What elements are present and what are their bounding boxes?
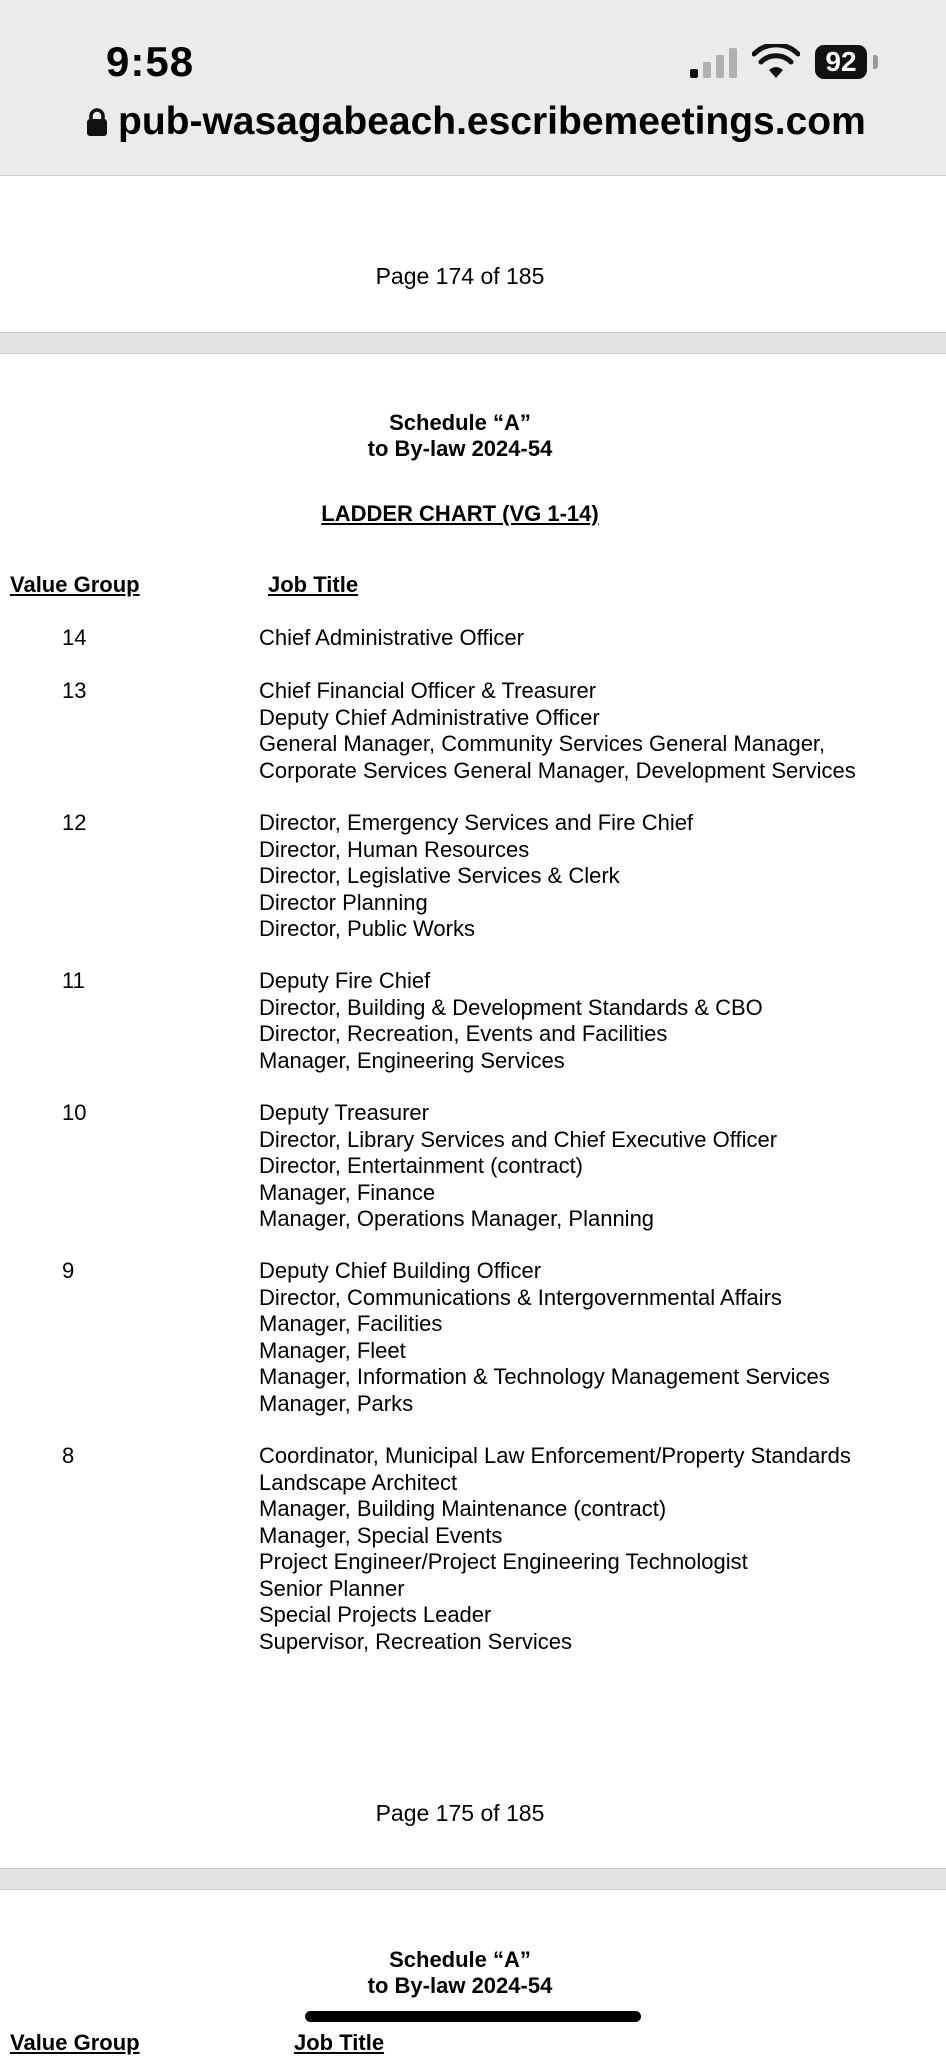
job-title: Special Projects Leader	[259, 1602, 492, 1627]
job-title: Director, Human Resources	[259, 836, 530, 862]
column-header-job-title-next: Job Title	[294, 2030, 385, 2055]
job-title: Manager, Building Maintenance (contract)	[259, 1496, 667, 1521]
schedule-line-1: Schedule “A”	[389, 410, 531, 435]
job-title: Corporate Services General Manager, Development Services	[259, 757, 856, 783]
job-title: Manager, Facilities	[259, 1311, 443, 1336]
lock-icon	[86, 107, 108, 137]
job-title: Director, Entertainment (contract)	[259, 1153, 584, 1178]
job-title: Deputy Chief Administrative Officer	[259, 704, 600, 730]
job-title: Manager, Special Events	[259, 1522, 503, 1548]
column-header-value-group-next: Value Group	[10, 2030, 140, 2055]
job-title: Deputy Fire Chief	[259, 968, 431, 993]
page-number-175: Page 175 of 185	[375, 1800, 545, 1826]
home-indicator[interactable]	[305, 2011, 641, 2022]
battery-tip	[873, 55, 878, 69]
job-title-list	[259, 968, 763, 1074]
job-title-list	[259, 1443, 851, 1655]
value-group-number: 11	[62, 968, 85, 993]
job-title-list	[259, 810, 693, 943]
job-title-list	[259, 678, 856, 784]
job-title: Supervisor, Recreation Services	[259, 1628, 573, 1654]
schedule-line-2: to By-law 2024-54	[367, 436, 553, 461]
url-text: pub-wasagabeach.escribemeetings.com	[118, 100, 866, 143]
job-title: Landscape Architect	[259, 1469, 458, 1495]
page-separator	[0, 1868, 946, 1890]
schedule-heading-next	[0, 1947, 920, 1999]
value-group-number: 9	[62, 1258, 75, 1283]
job-title: Manager, Fleet	[259, 1337, 406, 1363]
job-title: Manager, Engineering Services	[259, 1047, 565, 1073]
job-title: Director, Communications & Intergovernmental Affairs	[259, 1284, 782, 1310]
value-group-number: 14	[62, 625, 87, 650]
ladder-chart-title: LADDER CHART (VG 1-14)	[321, 501, 599, 526]
job-title: Manager, Operations Manager, Planning	[259, 1206, 655, 1231]
job-title: Senior Planner	[259, 1575, 405, 1601]
value-group-number: 10	[62, 1100, 87, 1125]
address-bar[interactable]	[86, 100, 866, 144]
job-title: Chief Administrative Officer	[259, 625, 524, 650]
wifi-icon	[752, 44, 800, 80]
schedule-line-1: Schedule “A”	[389, 1947, 531, 1972]
clock: 9:58	[106, 38, 195, 85]
page-number-174: Page 174 of 185	[375, 263, 545, 289]
job-title: Manager, Finance	[259, 1179, 436, 1205]
job-title: Project Engineer/Project Engineering Technologist	[259, 1549, 748, 1574]
job-title: Deputy Chief Building Officer	[259, 1258, 542, 1283]
column-header-value-group: Value Group	[10, 572, 140, 597]
job-title: Director, Emergency Services and Fire Chief	[259, 810, 694, 835]
job-title-list	[259, 1100, 777, 1233]
job-title: Chief Financial Officer & Treasurer	[259, 678, 597, 703]
job-title: Director, Building & Development Standards & CBO	[259, 994, 763, 1020]
value-group-number: 12	[62, 810, 87, 835]
job-title-list	[259, 625, 524, 652]
job-title: Manager, Parks	[259, 1390, 414, 1416]
page-separator	[0, 332, 946, 354]
battery-icon: 92	[815, 45, 867, 79]
value-group-number: 13	[62, 678, 87, 703]
job-title: Deputy Treasurer	[259, 1100, 429, 1125]
job-title: Director, Recreation, Events and Facilities	[259, 1021, 668, 1046]
job-title: Coordinator, Municipal Law Enforcement/Property Standards	[259, 1443, 851, 1468]
job-title: Director, Legislative Services & Clerk	[259, 863, 620, 888]
cellular-signal-icon	[690, 48, 740, 78]
job-title-list	[259, 1258, 830, 1417]
job-title: Director, Library Services and Chief Executive Officer	[259, 1126, 778, 1152]
job-title: Director, Public Works	[259, 916, 475, 941]
value-group-number: 8	[62, 1443, 75, 1468]
column-header-job-title: Job Title	[268, 572, 359, 597]
job-title: Manager, Information & Technology Management Services	[259, 1364, 830, 1389]
job-title: Director Planning	[259, 889, 428, 915]
browser-status-bar	[0, 0, 946, 176]
schedule-heading	[0, 410, 920, 462]
job-title: General Manager, Community Services General Manager,	[259, 731, 826, 756]
schedule-line-2: to By-law 2024-54	[367, 1973, 553, 1998]
